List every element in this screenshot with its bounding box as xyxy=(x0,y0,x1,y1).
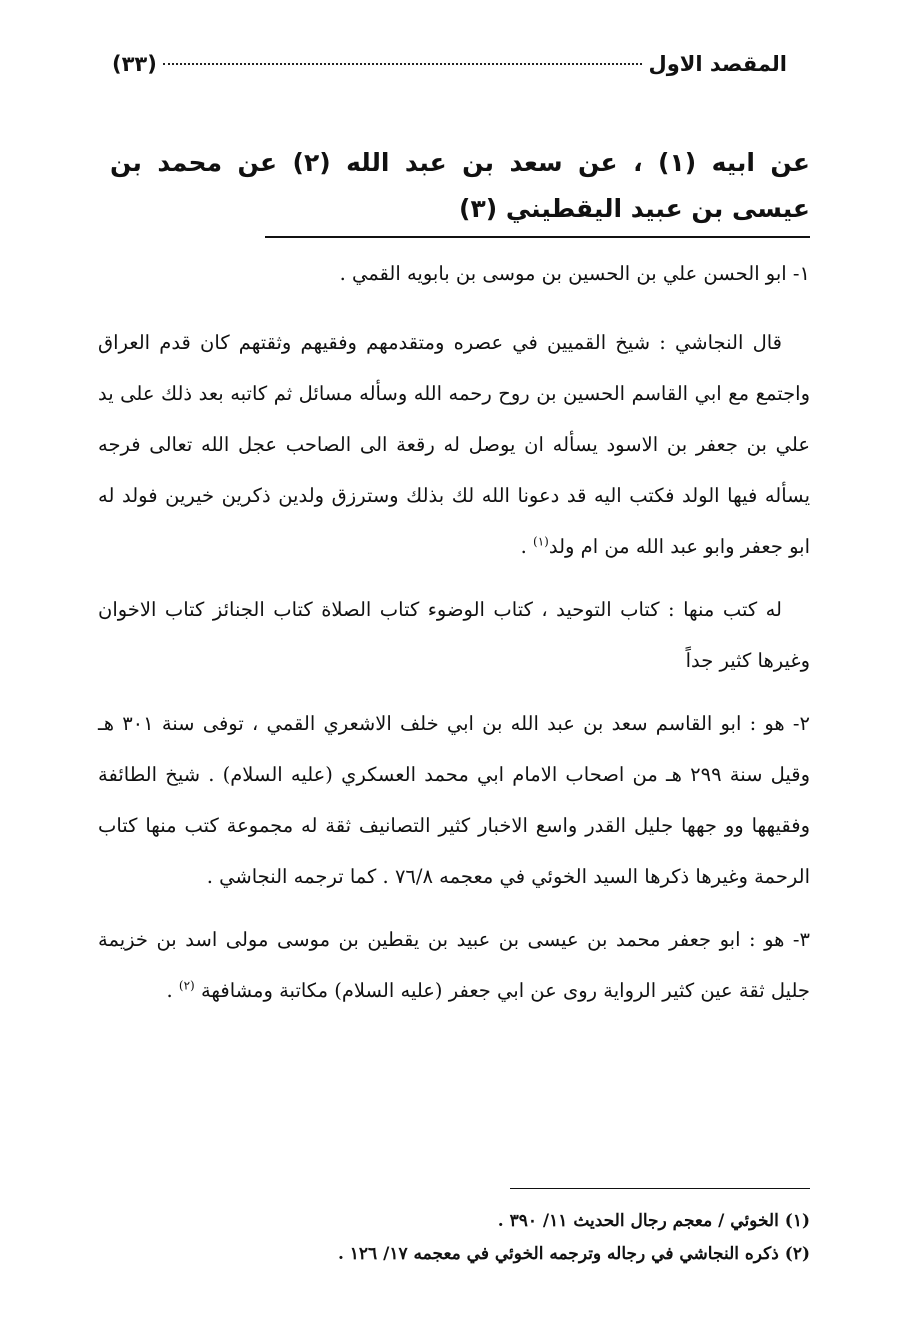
note-1-title: ١- ابو الحسن علي بن الحسين بن موسى بن بابويه القمي . xyxy=(339,262,810,285)
note-1-paragraph-1 xyxy=(98,317,810,572)
footnote-1: (١) الخوئي / معجم رجال الحديث ١١/ ٣٩٠ . xyxy=(497,1211,810,1231)
footnote-2: (٢) ذكره النجاشي في رجاله وترجمه الخوئي في معجمه ١٧/ ١٢٦ . xyxy=(337,1244,810,1264)
footnote-ref-2: (٢) xyxy=(178,978,195,993)
note-3-text: ٣- هو : ابو جعفر محمد بن عيسى بن عبيد بن يقطين بن موسى مولى اسد بن خزيمة جليل ثقة عين كثير الرواية روى عن ابي جعفر (عليه السلام) مكاتبة ومشافهة xyxy=(98,928,810,1002)
footnote-ref-1: (١) xyxy=(533,534,549,549)
note-3 xyxy=(98,914,810,1016)
note-3-end: . xyxy=(166,979,179,1002)
running-header xyxy=(112,52,787,76)
page-number: (٣٣) xyxy=(112,52,157,76)
section-title: المقصد الاول xyxy=(648,52,787,76)
notes-body xyxy=(98,248,810,1028)
note-2: ٢- هو : ابو القاسم سعد بن عبد الله بن ابي خلف الاشعري القمي ، توفى سنة ٣٠١ هـ وقيل سنة ٢٩٩ هـ من اصحاب الامام ابي محمد العسكري (عليه السلام) . شيخ الطائفة وفقيهها وو جهها جليل القدر واسع الاخبار كثير التصانيف ثقة له مجموعة كتب منها كتاب الرحمة وغيرها ذكرها السيد الخوئي في معجمه ٧٦/٨ . كما ترجمه النجاشي . xyxy=(98,712,811,888)
footnote-rule xyxy=(510,1188,810,1189)
chain-heading: عن ابيه (١) ، عن سعد بن عبد الله (٢) عن محمد بن عيسى بن عبيد اليقطيني (٣) xyxy=(110,148,810,223)
note-1-paragraph-1-end: . xyxy=(520,535,534,558)
dotted-leader xyxy=(163,63,643,65)
heading-rule xyxy=(265,236,810,238)
note-1-paragraph-1-text: قال النجاشي : شيخ القميين في عصره ومتقدمهم وفقيهم وثقتهم كان قدم العراق واجتمع مع ابي القاسم الحسين بن روح رحمه الله وسأله مسائل ثم كاتبه بعد ذلك على يد علي بن جعفر بن الاسود يسأله ان يوصل له رقعة الى الصاحب عجل الله تعالى فرجه يسأله فيها الولد فكتب اليه قد دعونا الله لك بذلك وسترزق ولدين ذكرين خيرين فولد له ابو جعفر وابو عبد الله من ام ولد xyxy=(98,331,810,558)
note-1-paragraph-2: له كتب منها : كتاب التوحيد ، كتاب الوضوء كتاب الصلاة كتاب الجنائز كتاب الاخوان وغيرها كثير جداً xyxy=(98,598,810,672)
footnotes xyxy=(98,1205,810,1271)
